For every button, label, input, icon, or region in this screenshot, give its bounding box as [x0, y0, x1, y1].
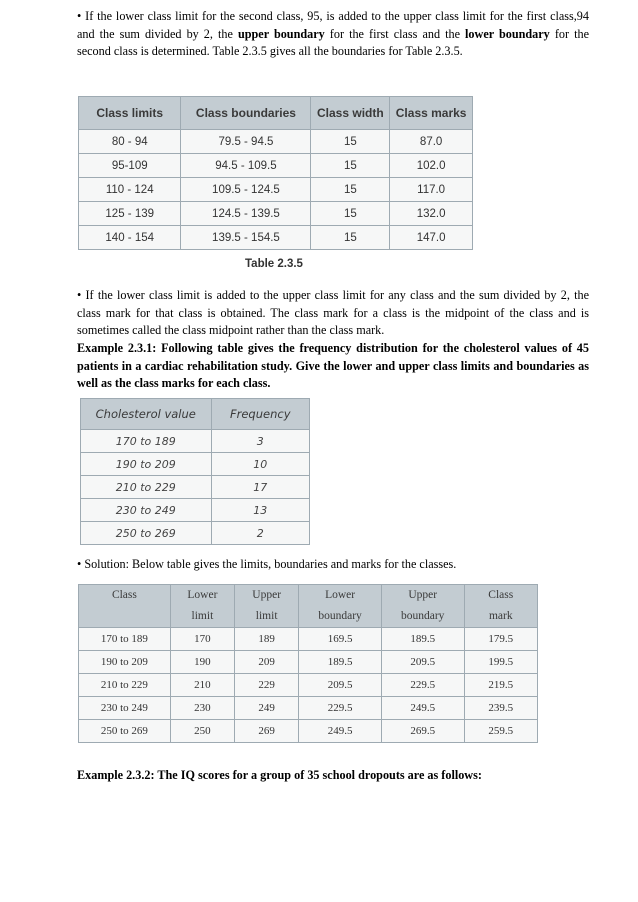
- table-header-row: [79, 97, 473, 130]
- para1-text-e: for the second class is determined. Table 2.3.5 gives all the boundaries for Table 2.3.5.: [77, 26, 589, 59]
- paragraph-boundaries: [77, 8, 589, 61]
- column-header: Class marks: [390, 97, 473, 130]
- column-header-class-mark: [464, 585, 537, 628]
- table-row: [79, 202, 473, 226]
- header-line: Lower: [187, 589, 218, 601]
- table-cell: 15: [311, 202, 390, 226]
- table-cell: 109.5 - 124.5: [181, 178, 311, 202]
- table-cell: 13: [211, 499, 309, 522]
- table-cell: 15: [311, 130, 390, 154]
- column-header-lower-boundary: [299, 585, 382, 628]
- table-cell: 15: [311, 226, 390, 250]
- paragraph-class-mark: • If the lower class limit is added to the upper class limit for any class and the sum divided by 2, the class mark for that class is obtained. The class mark for a class is the midpoint of the class and is sometimes called the class midpoint rather than the class mark.: [77, 288, 589, 338]
- table-cell: 189.5: [381, 628, 464, 651]
- table-cell: 269: [235, 720, 299, 743]
- solution-text: • Solution: Below table gives the limits, boundaries and marks for the classes.: [77, 557, 457, 571]
- table-cell: 15: [311, 154, 390, 178]
- column-header-lower-limit: [170, 585, 234, 628]
- column-header-upper-limit: [235, 585, 299, 628]
- column-header: Cholesterol value: [81, 399, 212, 430]
- table-cell: 230 to 249: [79, 697, 171, 720]
- column-header-upper-boundary: [381, 585, 464, 628]
- table-cell: 140 - 154: [79, 226, 181, 250]
- table-row: [79, 674, 538, 697]
- table-row: [79, 628, 538, 651]
- table-row: [81, 430, 310, 453]
- table-cell: 189.5: [299, 651, 382, 674]
- table-cell: 132.0: [390, 202, 473, 226]
- table-cell: 110 - 124: [79, 178, 181, 202]
- column-header-class: [79, 585, 171, 628]
- header-line: Upper: [408, 589, 438, 601]
- table-cell: 170 to 189: [79, 628, 171, 651]
- table-cell: 209.5: [381, 651, 464, 674]
- cholesterol-frequency-table: [80, 398, 310, 545]
- header-line: Class: [111, 589, 137, 601]
- table-cell: 139.5 - 154.5: [181, 226, 311, 250]
- table-row: [81, 453, 310, 476]
- table-cell: 210 to 229: [81, 476, 212, 499]
- table-cell: 170: [170, 628, 234, 651]
- table-cell: 190: [170, 651, 234, 674]
- table-cell: 15: [311, 178, 390, 202]
- column-header: Class limits: [79, 97, 181, 130]
- table-cell: 170 to 189: [81, 430, 212, 453]
- table-cell: 102.0: [390, 154, 473, 178]
- table-cell: 250 to 269: [81, 522, 212, 545]
- table-cell: 229: [235, 674, 299, 697]
- table-cell: 190 to 209: [81, 453, 212, 476]
- header-line: Class: [488, 589, 514, 601]
- table-cell: 125 - 139: [79, 202, 181, 226]
- table-cell: 10: [211, 453, 309, 476]
- column-header: Class width: [311, 97, 390, 130]
- table-cell: 79.5 - 94.5: [181, 130, 311, 154]
- table-header-row: [79, 585, 538, 628]
- table-cell: 209: [235, 651, 299, 674]
- table-header-row: [81, 399, 310, 430]
- table-cell: 94.5 - 109.5: [181, 154, 311, 178]
- table-row: [79, 130, 473, 154]
- para1-text-c: for the first class and the: [324, 26, 466, 41]
- table-cell: 229.5: [381, 674, 464, 697]
- table-row: [79, 226, 473, 250]
- table-cell: 95-109: [79, 154, 181, 178]
- para1-text-a: • If the lower class limit for the second class, 95, is added to the upper class limit for the first class,94 and the sum divided by 2, the: [77, 9, 589, 41]
- table-cell: 249: [235, 697, 299, 720]
- table-cell: 209.5: [299, 674, 382, 697]
- table-cell: 17: [211, 476, 309, 499]
- table-cell: 179.5: [464, 628, 537, 651]
- table-cell: 190 to 209: [79, 651, 171, 674]
- table-cell: 239.5: [464, 697, 537, 720]
- term-lower-boundary: lower boundary: [465, 26, 550, 41]
- table-cell: 147.0: [390, 226, 473, 250]
- table-cell: 117.0: [390, 178, 473, 202]
- example-2-3-2-heading: Example 2.3.2: The IQ scores for a group of 35 school dropouts are as follows:: [77, 768, 482, 782]
- table-row: [81, 476, 310, 499]
- table-cell: 249.5: [299, 720, 382, 743]
- header-line: boundary: [400, 610, 445, 622]
- column-header: Class boundaries: [181, 97, 311, 130]
- table-cell: 87.0: [390, 130, 473, 154]
- limits-boundaries-marks-table: [78, 584, 538, 743]
- term-upper-boundary: upper boundary: [237, 26, 325, 41]
- table-cell: 210: [170, 674, 234, 697]
- header-line: limit: [191, 610, 214, 622]
- header-line: boundary: [318, 610, 362, 622]
- table-caption: Table 2.3.5: [245, 258, 303, 270]
- table-cell: 230 to 249: [81, 499, 212, 522]
- table-cell: 80 - 94: [79, 130, 181, 154]
- table-cell: 230: [170, 697, 234, 720]
- table-cell: 169.5: [299, 628, 382, 651]
- table-row: [79, 651, 538, 674]
- table-row: [81, 499, 310, 522]
- table-cell: 199.5: [464, 651, 537, 674]
- table-row: [81, 522, 310, 545]
- column-header: Frequency: [211, 399, 309, 430]
- table-row: [79, 154, 473, 178]
- header-line: Lower: [325, 589, 356, 601]
- example-2-3-1-heading: Example 2.3.1: Following table gives the frequency distribution for the cholesterol values of 45 patients in a cardiac rehabilitation study. Give the lower and upper class limits and boundaries as well as the class marks for each class.: [77, 341, 589, 391]
- table-row: [79, 178, 473, 202]
- table-cell: 210 to 229: [79, 674, 171, 697]
- table-cell: 124.5 - 139.5: [181, 202, 311, 226]
- table-cell: 3: [211, 430, 309, 453]
- class-boundaries-table: [78, 96, 473, 250]
- table-cell: 2: [211, 522, 309, 545]
- table-cell: 250: [170, 720, 234, 743]
- header-line: mark: [488, 610, 513, 622]
- table-cell: 189: [235, 628, 299, 651]
- table-row: [79, 697, 538, 720]
- header-line: Upper: [252, 589, 282, 601]
- table-cell: 249.5: [381, 697, 464, 720]
- table-cell: 259.5: [464, 720, 537, 743]
- table-cell: 219.5: [464, 674, 537, 697]
- table-cell: 269.5: [381, 720, 464, 743]
- table-cell: 229.5: [299, 697, 382, 720]
- header-line: limit: [255, 610, 278, 622]
- table-row: [79, 720, 538, 743]
- table-cell: 250 to 269: [79, 720, 171, 743]
